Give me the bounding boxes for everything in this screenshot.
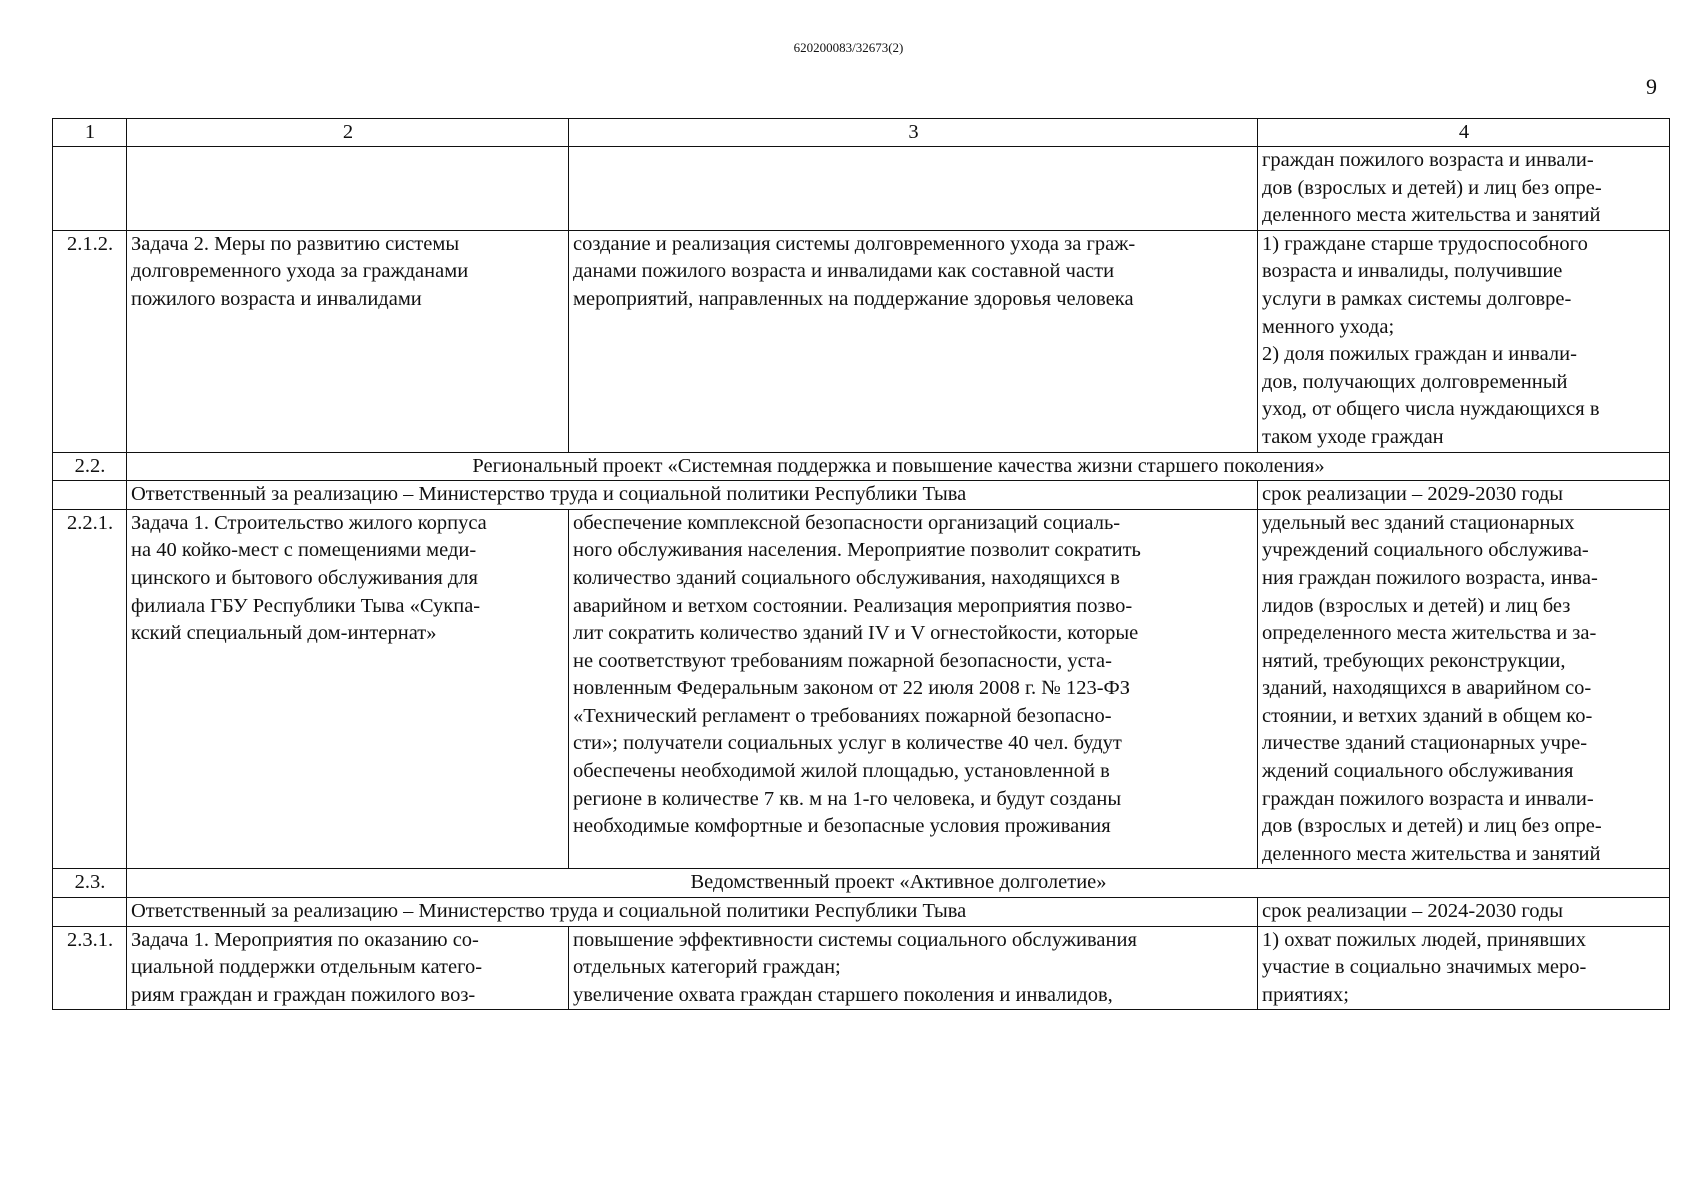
- empty-cell: [53, 898, 127, 927]
- indicator-cell: 1) граждане старше трудоспособного возраста и инвалиды, получившие услуги в рамках системы долговре- менного ухода; 2) доля пожилых граждан и инвали- дов, получающих долговременный уход, от общего числа нуждающихся в таком уходе граждан: [1258, 230, 1670, 452]
- description-cell: создание и реализация системы долговременного ухода за граж- данами пожилого возраста и инвалидами как составной части мероприятий, направленных на поддержание здоровья человека: [569, 230, 1258, 452]
- empty-cell: [53, 481, 127, 510]
- page-number: 9: [1646, 74, 1657, 99]
- column-number-1: 1: [53, 119, 127, 147]
- column-number-row: [53, 119, 1670, 147]
- task-cell: Задача 2. Меры по развитию системы долговременного ухода за гражданами пожилого возраста и инвалидами: [127, 230, 569, 452]
- column-number-3: 3: [569, 119, 1258, 147]
- responsible-row-2-2: [53, 481, 1670, 510]
- table-row-continuation: [53, 147, 1670, 231]
- description-cell: повышение эффективности системы социального обслуживания отдельных категорий граждан; увеличение охвата граждан старшего поколения и инвалидов,: [569, 926, 1258, 1010]
- indicator-cell: граждан пожилого возраста и инвали- дов (взрослых и детей) и лиц без опре- деленного места жительства и занятий: [1258, 147, 1670, 231]
- section-row-2-2: [53, 452, 1670, 481]
- row-number: [53, 147, 127, 231]
- indicator-cell: 1) охват пожилых людей, принявших участие в социально значимых меро- приятиях;: [1258, 926, 1670, 1010]
- column-number-4: 4: [1258, 119, 1670, 147]
- section-number: 2.2.: [53, 452, 127, 481]
- document-id: 620200083/32673(2): [793, 40, 904, 55]
- table-row-2-2-1: [53, 509, 1670, 869]
- indicator-cell: удельный вес зданий стационарных учреждений социального обслужива- ния граждан пожилого возраста, инва- лидов (взрослых и детей) и лиц без определенного места жительства и за- нятий, требующих реконструкции, зданий, находящихся в аварийном со- стоянии, и ветхих зданий в общем ко- личестве зданий стационарных учре- ждений социального обслуживания граждан пожилого возраста и инвали- дов (взрослых и детей) и лиц без опре- деленного места жительства и занятий: [1258, 509, 1670, 869]
- responsible-cell: Ответственный за реализацию – Министерство труда и социальной политики Республики Тыва: [127, 481, 1258, 510]
- section-title: Региональный проект «Системная поддержка и повышение качества жизни старшего поколения»: [127, 452, 1670, 481]
- task-cell: [127, 147, 569, 231]
- column-number-2: 2: [127, 119, 569, 147]
- row-number: 2.2.1.: [53, 509, 127, 869]
- program-table: [52, 118, 1670, 1010]
- row-number: 2.3.1.: [53, 926, 127, 1010]
- description-cell: обеспечение комплексной безопасности организаций социаль- ного обслуживания населения. Мероприятие позволит сократить количество зданий социального обслуживания, находящихся в аварийном и ветхом состоянии. Реализация мероприятия позво- лит сократить количество зданий IV и V огнестойкости, которые не соответствуют требованиям пожарной безопасности, уста- новленным Федеральным законом от 22 июля 2008 г. № 123-ФЗ «Технический регламент о требованиях пожарной безопасно- сти»; получатели социальных услуг в количестве 40 чел. будут обеспечены необходимой жилой площадью, установленной в регионе в количестве 7 кв. м на 1-го человека, и будут созданы необходимые комфортные и безопасные условия проживания: [569, 509, 1258, 869]
- table-row-2-3-1: [53, 926, 1670, 1010]
- row-number: 2.1.2.: [53, 230, 127, 452]
- term-cell: срок реализации – 2024-2030 годы: [1258, 898, 1670, 927]
- section-row-2-3: [53, 869, 1670, 898]
- task-cell: Задача 1. Мероприятия по оказанию со- циальной поддержки отдельным катего- риям граждан и граждан пожилого воз-: [127, 926, 569, 1010]
- responsible-cell: Ответственный за реализацию – Министерство труда и социальной политики Республики Тыва: [127, 898, 1258, 927]
- description-cell: [569, 147, 1258, 231]
- responsible-row-2-3: [53, 898, 1670, 927]
- task-cell: Задача 1. Строительство жилого корпуса на 40 койко-мест с помещениями меди- цинского и бытового обслуживания для филиала ГБУ Республики Тыва «Сукпа- кский специальный дом-интернат»: [127, 509, 569, 869]
- section-title: Ведомственный проект «Активное долголетие»: [127, 869, 1670, 898]
- table-row-2-1-2: [53, 230, 1670, 452]
- section-number: 2.3.: [53, 869, 127, 898]
- term-cell: срок реализации – 2029-2030 годы: [1258, 481, 1670, 510]
